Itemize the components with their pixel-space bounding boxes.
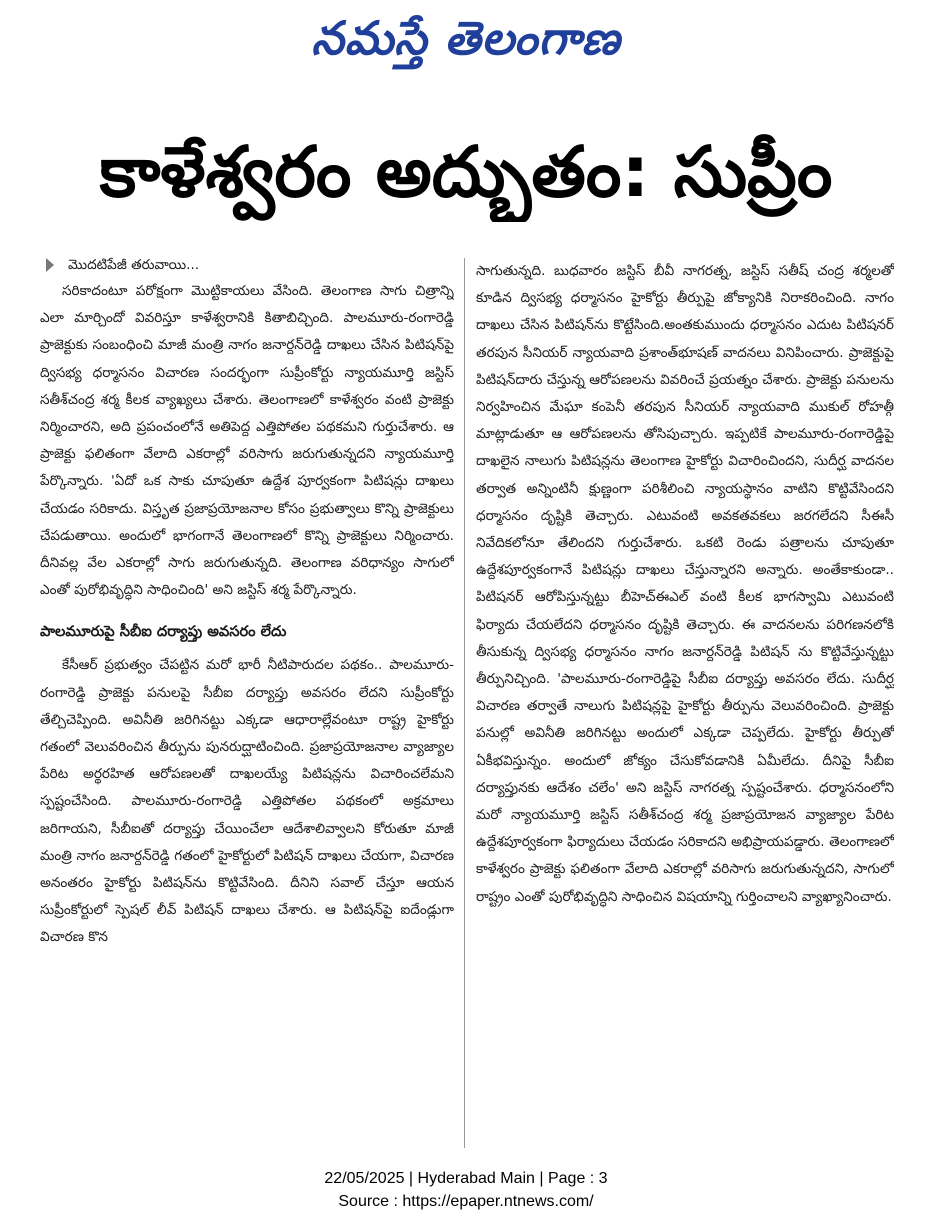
article-left-column bbox=[40, 252, 454, 1144]
continuation-label: మొదటిపేజీ తరువాయి... bbox=[68, 257, 200, 273]
newspaper-masthead: నమస్తే తెలంగాణ bbox=[311, 11, 621, 65]
article-subheading: పాలమూరుపై సీబీఐ దర్యాప్తు అవసరం లేదు bbox=[40, 623, 287, 641]
article-paragraph: కేసీఆర్ ప్రభుత్వం చేపట్టిన మరో భారీ నీటిపారుదల పథకం.. పాలమూరు-రంగారెడ్డి ప్రాజెక్టు పనులపై సీబీఐ దర్యాప్తు అవసరం లేదని సుప్రీంకోర్టు తేల్చిచెప్పింది. అవినీతి జరిగినట్టు ఎక్కడా ఆధారాల్లేవంటూ రాష్ట్ర హైకోర్టు గతంలో వెలువరించిన తీర్పును పునరుద్ఘాటించింది. ప్రజాప్రయోజనాల వ్యాజ్యాల పేరిట అర్థరహిత ఆరోపణలతో దాఖలయ్యే పిటిషన్లను విచారించలేమని స్పష్టంచేసింది. పాలమూరు-రంగారెడ్డి ఎత్తిపోతల పథకంలో అక్రమాలు జరిగాయని, సీబీఐతో దర్యాప్తు చేయించేలా ఆదేశాలివ్వాలని కోరుతూ మాజీ మంత్రి నాగం జనార్దన్‌రెడ్డి గతంలో హైకోర్టులో పిటిషన్ దాఖలు చేయగా, విచారణ అనంతరం హైకోర్టు పిటిషన్‌ను కొట్టివేసింది. దీనిని సవాల్ చేస్తూ ఆయన సుప్రీంకోర్టులో స్పెషల్ లీవ్ పిటిషన్ దాఖలు చేశారు. ఆ పిటిషన్‌పై ఐదేండ్లుగా విచారణ కొన bbox=[40, 657, 454, 946]
article-paragraph: సరికాదంటూ పరోక్షంగా మొట్టికాయలు వేసింది. తెలంగాణ సాగు చిత్రాన్ని ఎలా మార్చిందో వివరిస్తూ కాళేశ్వరానికి కితాబిచ్చింది. పాలమూరు-రంగారెడ్డి ప్రాజెక్టుకు సంబంధించి మాజీ మంత్రి నాగం జనార్దన్‌రెడ్డి దాఖలు చేసిన పిటిషన్‌పై ద్విసభ్య ధర్మాసనం విచారణ సందర్భంగా సుప్రీంకోర్టు న్యాయమూర్తి జస్టిస్ సతీశ్‌చంద్ర శర్మ కీలక వ్యాఖ్యలు చేశారు. తెలంగాణలో కాళేశ్వరం వంటి ప్రాజెక్టు నిర్మించారని, అది ప్రపంచంలోనే అతిపెద్ద ఎత్తిపోతల పథకమని గుర్తుచేశారు. ఆ ప్రాజెక్టు ఫలితంగా వేలాది ఎకరాల్లో వరిసాగు జరుగుతున్నదని న్యాయమూర్తి పేర్కొన్నారు. 'ఏదో ఒక సాకు చూపుతూ ఉద్దేశ పూర్వకంగా పిటిషన్లు దాఖలు చేయడం సరికాదు. విస్తృత ప్రజాప్రయోజనాల కోసం ప్రభుత్వాలు కొన్ని ప్రాజెక్టులు చేపడుతాయి. అందులో భాగంగానే తెలంగాణలో కొన్ని ప్రాజెక్టులు నిర్మించారు. దీనివల్ల వేల ఎకరాల్లో సాగు జరుగుతున్నది. తెలంగాణ వరిధాన్యం సాగులో ఎంతో పురోభివృద్ధిని సాధించింది' అని జస్టిస్ శర్మ పేర్కొన్నారు. bbox=[40, 283, 454, 599]
edition-info: 22/05/2025 | Hyderabad Main | Page : 3 bbox=[324, 1170, 608, 1187]
chevron-right-icon bbox=[46, 258, 54, 272]
column-divider bbox=[464, 258, 465, 1148]
article-right-column bbox=[476, 258, 894, 1150]
article-paragraph: సాగుతున్నది. బుధవారం జస్టిస్ బీవీ నాగరత్న, జస్టిస్ సతీష్ చంద్ర శర్మలతో కూడిన ద్విసభ్య ధర్మాసనం హైకోర్టు తీర్పుపై జోక్యానికి నిరాకరించింది. నాగం దాఖలు చేసిన పిటిషన్‌ను కొట్టేసింది.అంతకుముందు ధర్మాసనం ఎదుట పిటిషనర్ తరపున సీనియర్ న్యాయవాది ప్రశాంత్‌భూషణ్ వాదనలు వినిపించారు. ప్రాజెక్టుపై పిటిషన్‌దారు చేస్తున్న ఆరోపణలను వివరించే ప్రయత్నం చేశారు. ప్రాజెక్టు పనులను నిర్వహించిన మేఘా కంపెనీ తరపున సీనియర్ న్యాయవాది ముకుల్ రోహత్గీ మాట్లాడుతూ ఆ ఆరోపణలను తోసిపుచ్చారు. ఇప్పటికే పాలమూరు-రంగారెడ్డిపై దాఖలైన నాలుగు పిటిషన్లను తెలంగాణ హైకోర్టు విచారించిందని, సుదీర్ఘ వాదనల తర్వాత అన్నింటినీ క్షుణ్ణంగా పరిశీలించి న్యాయస్థానం వాటిని కొట్టివేసిందని ధర్మాసనం దృష్టికి తెచ్చారు. ఎటువంటి అవకతవకలు జరగలేదని సీఈసీ నివేదికలోనూ తేలిందని గుర్తుచేశారు. ఒకటి రెండు పత్రాలను చూపుతూ ఉద్దేశపూర్వకంగానే పిటిషన్లు దాఖలు చేస్తున్నారని అన్నారు. అంతేకాకుండా.. పిటిషనర్ ఆరోపిస్తున్నట్టు బీహెచ్‌ఈఎల్ వంటి కీలక భాగస్వామి ఎటువంటి ఫిర్యాదు చేయలేదని ధర్మాసనం దృష్టికి తెచ్చారు. ఈ వాదనలను పరిగణనలోకి తీసుకున్న ద్విసభ్య ధర్మాసనం నాగం జనార్దన్‌రెడ్డి పిటిషన్ ను కొట్టివేస్తున్నట్టు తీర్పునిచ్చింది. 'పాలమూరు-రంగారెడ్డిపై సీబీఐ దర్యాప్తు అవసరం లేదు. సుదీర్ఘ విచారణ తర్వాతే నాలుగు పిటిషన్లపై హైకోర్టు తీర్పును వెలువరించింది. ప్రాజెక్టు పనుల్లో అవినీతి జరిగినట్టు అందులో ఎక్కడా చెప్పలేదు. హైకోర్టు తీర్పుతో ఏకీభవిస్తున్నం. అందులో జోక్యం చేసుకోవడానికి ఏమీలేదు. దీనిపై సీబీఐ దర్యాప్తునకు ఆదేశం చలేం' అని జస్టిస్ నాగరత్న స్పష్టంచేశారు. ధర్మాసనంలోని మరో న్యాయమూర్తి జస్టిస్ సతీశ్‌చంద్ర శర్మ ప్రజాప్రయోజన వ్యాజ్యాల పేరిట ఉద్దేశపూర్వకంగా ఫిర్యాదులు చేయడం సరికాదని అభిప్రాయపడ్డారు. తెలంగాణలో కాళేశ్వరం ప్రాజెక్టు ఫలితంగా వేలాది ఎకరాల్లో వరిసాగు జరుగుతున్నదని, సాగులో రాష్ట్రం ఎంతో పురోభివృద్ధిని సాధించిన విషయాన్ని గుర్తించాలని వ్యాఖ్యానించారు. bbox=[476, 263, 894, 905]
article-headline: కాళేశ్వరం అద్భుతం: సుప్రీం bbox=[99, 131, 833, 213]
source-link[interactable]: Source : https://epaper.ntnews.com/ bbox=[338, 1193, 594, 1210]
continuation-line bbox=[40, 252, 454, 278]
